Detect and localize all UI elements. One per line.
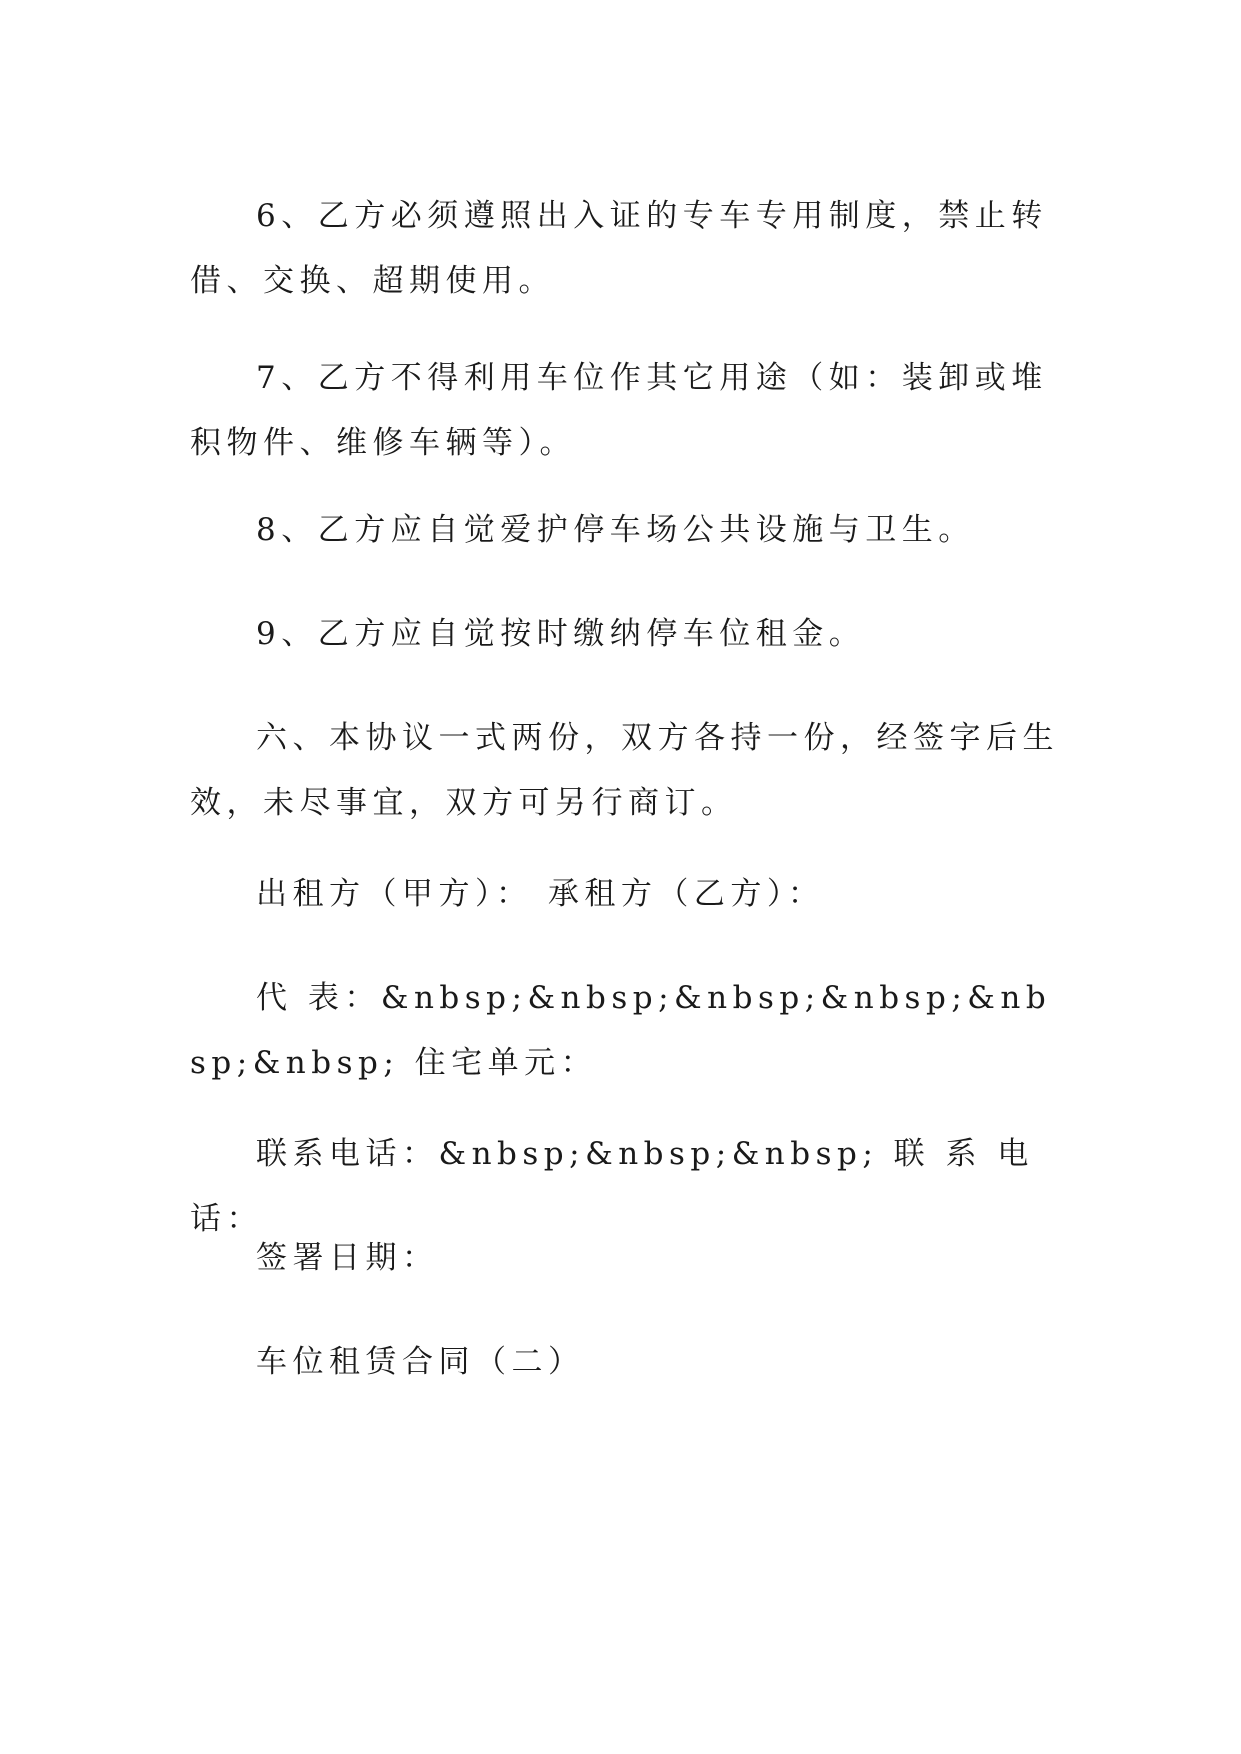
- phone-line: 联系电话：&nbsp;&nbsp;&nbsp; 联 系 电 话：: [190, 1136, 1034, 1237]
- clause-7: 7、乙方不得利用车位作其它用途（如：装卸或堆积物件、维修车辆等）。: [190, 360, 1048, 461]
- parties-line: 出租方（甲方）： 承租方（乙方）：: [256, 876, 825, 912]
- document-page: [190, 0, 1070, 1754]
- clause-6: 6、乙方必须遵照出入证的专车专用制度，禁止转借、交换、超期使用。: [190, 198, 1048, 299]
- signing-date-line: 签署日期：: [256, 1240, 439, 1276]
- clause-8: 8、乙方应自觉爱护停车场公共设施与卫生。: [256, 512, 975, 548]
- representative-line: 代 表：&nbsp;&nbsp;&nbsp;&nbsp;&nbsp;&nbsp; 住宅单元：: [190, 980, 1052, 1081]
- clause-six: 六、本协议一式两份，双方各持一份，经签字后生效，未尽事宜，双方可另行商订。: [190, 720, 1059, 821]
- section-title: 车位租赁合同（二）: [256, 1344, 585, 1380]
- clause-9: 9、乙方应自觉按时缴纳停车位租金。: [256, 616, 866, 652]
